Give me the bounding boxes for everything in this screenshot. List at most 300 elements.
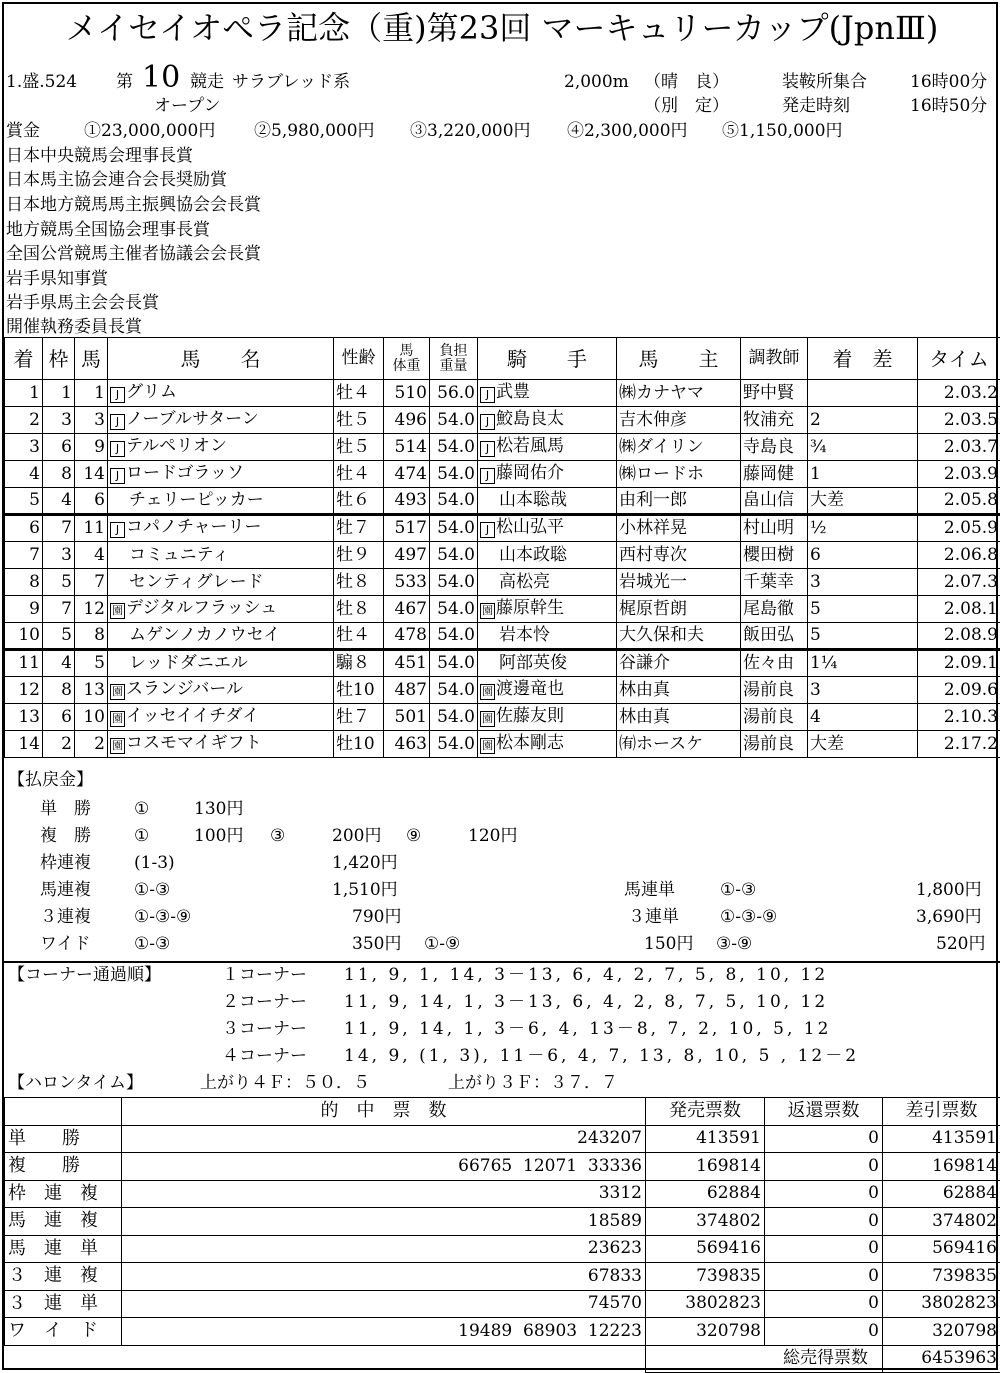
header-weight-1: 馬	[400, 343, 414, 359]
wide-amount-3: 520円	[936, 936, 985, 953]
time-cell: 2.10.3	[918, 704, 1000, 731]
corner-1-order: 11, 9, 1, 14, 3－13, 6, 4, 2, 7, 5, 8, 10, 12	[344, 967, 828, 984]
owner-cell: ㈱ダイリン	[617, 434, 741, 461]
net-votes-cell: 3802823	[883, 1290, 1000, 1318]
votes-header-sold: 発売票数	[646, 1098, 765, 1126]
start-time: 16時50分	[910, 98, 987, 115]
frame-cell: 6	[43, 434, 75, 461]
refund-votes-cell: 0	[765, 1125, 883, 1153]
frame-cell: 8	[43, 461, 75, 488]
trainer-cell: 村山明	[741, 515, 808, 542]
owner-cell: ㈱ロードホ	[617, 461, 741, 488]
trainer-cell: 佐々由	[741, 650, 808, 677]
corner-4-label: ４コーナー	[222, 1048, 307, 1065]
award-4: 地方競馬全国協会理事長賞	[6, 222, 210, 239]
horse-name-cell	[108, 569, 334, 596]
horse-number-cell: 7	[75, 569, 108, 596]
total-spacer-2	[122, 1345, 646, 1373]
umatan-amount: 1,800円	[916, 882, 982, 899]
trainer-cell: 野中賢	[741, 380, 808, 407]
votes-header-hit: 的 中 票 数	[122, 1098, 646, 1126]
jockey-cell	[478, 407, 617, 434]
horse-name: ノーブルサターン	[126, 409, 259, 429]
horse-name-cell	[108, 704, 334, 731]
results-body	[5, 380, 1000, 758]
affiliation-mark-icon: J	[110, 414, 125, 430]
horse-name-cell	[108, 488, 334, 515]
horse-name-cell	[108, 623, 334, 650]
header-weight	[384, 338, 430, 380]
header-time: タイム	[918, 338, 1000, 380]
race-code: 1.盛.524	[6, 74, 77, 91]
jockey-mark-icon: 園	[480, 738, 495, 754]
header-sexage: 性齢	[334, 338, 384, 380]
frame-cell: 3	[43, 542, 75, 569]
jockey-mark-icon: 園	[480, 684, 495, 700]
trainer-cell: 湯前良	[741, 677, 808, 704]
jockey-cell	[478, 542, 617, 569]
divider	[4, 961, 1000, 963]
refund-votes-cell: 0	[765, 1263, 883, 1291]
fukusho-amount-1: 100円	[194, 828, 243, 845]
votes-header-net: 差引票数	[883, 1098, 1000, 1126]
refund-votes-cell: 0	[765, 1180, 883, 1208]
body-weight-cell: 501	[384, 704, 430, 731]
frame-cell: 7	[43, 596, 75, 623]
frame-cell: 8	[43, 677, 75, 704]
body-weight-cell: 451	[384, 650, 430, 677]
prize-4: ④2,300,000円	[567, 123, 688, 140]
sanrenpuku-amount: 790円	[352, 909, 401, 926]
corner-heading: 【コーナー通過順】	[8, 967, 161, 984]
furlong-last3: 上がり３Ｆ：３７．７	[448, 1075, 618, 1092]
sex-age-cell: 牡５	[334, 434, 384, 461]
owner-cell: 由利一郎	[617, 488, 741, 515]
horse-number-cell: 12	[75, 596, 108, 623]
margin-cell	[808, 380, 918, 407]
sex-age-cell: 騸８	[334, 650, 384, 677]
bet-type-cell: 馬 連 複	[5, 1208, 122, 1236]
sex-age-cell: 牡４	[334, 461, 384, 488]
horse-name-cell	[108, 515, 334, 542]
votes-row	[5, 1125, 1000, 1153]
affiliation-mark-icon: J	[110, 522, 125, 538]
sold-votes-cell: 320798	[646, 1318, 765, 1346]
margin-cell: 大差	[808, 488, 918, 515]
votes-row	[5, 1208, 1000, 1236]
race-class: オープン	[154, 98, 220, 115]
umatan-combo: ①-③	[720, 882, 756, 899]
net-votes-cell: 169814	[883, 1153, 1000, 1181]
umaren-combo: ①-③	[134, 882, 170, 899]
jockey-mark-icon: 園	[480, 711, 495, 727]
burden-cell: 54.0	[430, 596, 478, 623]
umaren-label: 馬連複	[40, 882, 91, 899]
owner-cell: 林由真	[617, 704, 741, 731]
time-cell: 2.09.1	[918, 650, 1000, 677]
horse-number-cell: 8	[75, 623, 108, 650]
jockey-name: 武豊	[496, 382, 530, 402]
affiliation-mark-icon: 園	[110, 603, 125, 619]
result-row	[5, 704, 1000, 731]
sanrentan-combo: ①-③-⑨	[720, 909, 777, 926]
time-cell: 2.08.1	[918, 596, 1000, 623]
burden-cell: 54.0	[430, 569, 478, 596]
time-cell: 2.08.9	[918, 623, 1000, 650]
jockey-cell	[478, 731, 617, 758]
hit-votes-cell: 67833	[122, 1263, 646, 1291]
net-votes-cell: 62884	[883, 1180, 1000, 1208]
body-weight-cell: 463	[384, 731, 430, 758]
header-margin: 着 差	[808, 338, 918, 380]
owner-cell: ㈲ホースケ	[617, 731, 741, 758]
rank-cell: 13	[5, 704, 43, 731]
net-votes-cell: 413591	[883, 1125, 1000, 1153]
owner-cell: 岩城光一	[617, 569, 741, 596]
prize-2: ②5,980,000円	[254, 123, 375, 140]
refund-votes-cell: 0	[765, 1318, 883, 1346]
margin-cell: 5	[808, 596, 918, 623]
sanrenpuku-label: ３連複	[40, 909, 91, 926]
jockey-name: 岩本怜	[499, 625, 550, 645]
award-5: 全国公営競馬主催者協議会会長賞	[6, 246, 261, 263]
hit-votes-cell: 23623	[122, 1235, 646, 1263]
horse-number-cell: 9	[75, 434, 108, 461]
sex-age-cell: 牡10	[334, 677, 384, 704]
fukusho-combo-1: ①	[134, 828, 149, 845]
rank-cell: 12	[5, 677, 43, 704]
horse-name-cell	[108, 542, 334, 569]
fukusho-combo-3: ⑨	[406, 828, 421, 845]
owner-cell: 小林祥晃	[617, 515, 741, 542]
horse-name: コスモマイギフト	[126, 733, 262, 753]
horse-name: レッドダニエル	[129, 653, 248, 673]
horse-number-cell: 4	[75, 542, 108, 569]
horse-name-cell	[108, 461, 334, 488]
rank-cell: 5	[5, 488, 43, 515]
trainer-cell: 尾島徹	[741, 596, 808, 623]
payout-heading: 【払戻金】	[8, 772, 93, 789]
race-distance: 2,000m	[564, 74, 629, 91]
horse-number-cell: 14	[75, 461, 108, 488]
result-row	[5, 623, 1000, 650]
jockey-mark-icon: J	[480, 414, 495, 430]
hit-votes-cell: 74570	[122, 1290, 646, 1318]
sold-votes-cell: 3802823	[646, 1290, 765, 1318]
time-cell: 2.07.3	[918, 569, 1000, 596]
time-cell: 2.03.2	[918, 380, 1000, 407]
affiliation-mark-icon: J	[110, 468, 125, 484]
header-num: 馬	[75, 338, 108, 380]
jockey-mark-icon: J	[480, 522, 495, 538]
bet-type-cell: 複 勝	[5, 1153, 122, 1181]
result-row	[5, 677, 1000, 704]
horse-name-cell	[108, 596, 334, 623]
hit-votes-cell: 18589	[122, 1208, 646, 1236]
horse-name: グリム	[126, 382, 177, 402]
race-weather: （晴 良）	[644, 74, 729, 91]
owner-cell: 吉木伸彦	[617, 407, 741, 434]
burden-cell: 54.0	[430, 731, 478, 758]
race-dai: 第	[116, 74, 133, 91]
margin-cell: 3	[808, 677, 918, 704]
votes-header-type	[5, 1098, 122, 1126]
sanrenpuku-combo: ①-③-⑨	[134, 909, 191, 926]
sold-votes-cell: 62884	[646, 1180, 765, 1208]
trainer-cell: 牧浦充	[741, 407, 808, 434]
sex-age-cell: 牡５	[334, 407, 384, 434]
prize-3: ③3,220,000円	[410, 123, 531, 140]
jockey-name: 佐藤友則	[496, 706, 564, 726]
frame-cell: 2	[43, 731, 75, 758]
jockey-cell	[478, 596, 617, 623]
jockey-name: 松本剛志	[496, 733, 564, 753]
award-2: 日本馬主協会連合会長奨励賞	[6, 172, 227, 189]
fukusho-label: 複 勝	[40, 828, 91, 845]
owner-cell: 西村専次	[617, 542, 741, 569]
start-label: 発走時刻	[782, 98, 850, 115]
hit-votes-cell: 243207	[122, 1125, 646, 1153]
rank-cell: 3	[5, 434, 43, 461]
refund-votes-cell: 0	[765, 1290, 883, 1318]
body-weight-cell: 510	[384, 380, 430, 407]
horse-name: ロードゴラッソ	[126, 463, 244, 483]
jockey-mark-icon: J	[480, 468, 495, 484]
jockey-cell	[478, 623, 617, 650]
trainer-cell: 寺島良	[741, 434, 808, 461]
result-row	[5, 461, 1000, 488]
net-votes-cell: 739835	[883, 1263, 1000, 1291]
jockey-cell	[478, 461, 617, 488]
trainer-cell: 湯前良	[741, 731, 808, 758]
jockey-name: 藤原幹生	[496, 598, 564, 618]
corner-1-label: １コーナー	[222, 967, 307, 984]
horse-name: チェリーピッカー	[129, 490, 264, 510]
race-result-sheet	[2, 2, 998, 1370]
result-row	[5, 488, 1000, 515]
prize-5: ⑤1,150,000円	[722, 123, 843, 140]
votes-header-row	[5, 1098, 1000, 1126]
jockey-name: 松若風馬	[496, 436, 564, 456]
header-owner: 馬 主	[617, 338, 741, 380]
jockey-name: 鮫島良太	[496, 409, 564, 429]
time-cell: 2.06.8	[918, 542, 1000, 569]
corner-2-order: 11, 9, 14, 1, 3－13, 6, 4, 2, 8, 7, 5, 10, 12	[344, 994, 828, 1011]
owner-cell: 梶原哲朗	[617, 596, 741, 623]
frame-cell: 1	[43, 380, 75, 407]
rank-cell: 11	[5, 650, 43, 677]
sex-age-cell: 牡７	[334, 515, 384, 542]
result-row	[5, 731, 1000, 758]
result-row	[5, 407, 1000, 434]
sold-votes-cell: 739835	[646, 1263, 765, 1291]
total-value: 6453963	[883, 1345, 1000, 1373]
total-label: 総売得票数	[646, 1345, 883, 1373]
sanrentan-label: ３連単	[628, 909, 679, 926]
affiliation-mark-icon: 園	[110, 711, 125, 727]
burden-cell: 54.0	[430, 623, 478, 650]
sex-age-cell: 牡９	[334, 542, 384, 569]
net-votes-cell: 569416	[883, 1235, 1000, 1263]
jockey-mark-icon: 園	[480, 603, 495, 619]
horse-name-cell	[108, 731, 334, 758]
jockey-cell	[478, 704, 617, 731]
horse-name: センティグレード	[129, 572, 264, 592]
jockey-mark-icon: J	[480, 387, 495, 403]
body-weight-cell: 493	[384, 488, 430, 515]
burden-cell: 54.0	[430, 542, 478, 569]
wakuren-amount: 1,420円	[332, 855, 398, 872]
wide-combo-2: ①-⑨	[424, 936, 460, 953]
body-weight-cell: 496	[384, 407, 430, 434]
horse-number-cell: 10	[75, 704, 108, 731]
horse-name: ムゲンノカノウセイ	[129, 625, 280, 645]
sex-age-cell: 牡８	[334, 569, 384, 596]
margin-cell: 1¼	[808, 650, 918, 677]
time-cell: 2.17.2	[918, 731, 1000, 758]
horse-name-cell	[108, 380, 334, 407]
jockey-name: 山本聡哉	[499, 490, 567, 510]
affiliation-mark-icon: J	[110, 441, 125, 457]
owner-cell: 大久保和夫	[617, 623, 741, 650]
tansho-combo: ①	[134, 801, 149, 818]
tansho-label: 単 勝	[40, 801, 91, 818]
margin-cell: ¾	[808, 434, 918, 461]
burden-cell: 54.0	[430, 488, 478, 515]
corner-3-order: 11, 9, 14, 1, 3－6, 4, 13－8, 7, 2, 10, 5, 12	[344, 1021, 831, 1038]
time-cell: 2.05.8	[918, 488, 1000, 515]
result-row	[5, 596, 1000, 623]
margin-cell: 1	[808, 461, 918, 488]
body-weight-cell: 517	[384, 515, 430, 542]
trainer-cell: 畠山信	[741, 488, 808, 515]
votes-row	[5, 1180, 1000, 1208]
sex-age-cell: 牡10	[334, 731, 384, 758]
sex-age-cell: 牡８	[334, 596, 384, 623]
body-weight-cell: 467	[384, 596, 430, 623]
result-row	[5, 650, 1000, 677]
horse-name: コミュニティ	[129, 545, 229, 565]
hit-votes-cell: 19489 68903 12223	[122, 1318, 646, 1346]
horse-name-cell	[108, 650, 334, 677]
net-votes-cell: 374802	[883, 1208, 1000, 1236]
trainer-cell: 千葉幸	[741, 569, 808, 596]
total-spacer	[5, 1345, 122, 1373]
race-kyoso: 競走	[190, 74, 224, 91]
horse-number-cell: 5	[75, 650, 108, 677]
margin-cell: ½	[808, 515, 918, 542]
body-weight-cell: 478	[384, 623, 430, 650]
wide-label: ワイド	[40, 936, 91, 953]
body-weight-cell: 497	[384, 542, 430, 569]
rank-cell: 4	[5, 461, 43, 488]
frame-cell: 5	[43, 623, 75, 650]
horse-name: スランジバール	[126, 679, 243, 699]
horse-number-cell: 3	[75, 407, 108, 434]
owner-cell: ㈱カナヤマ	[617, 380, 741, 407]
horse-name-cell	[108, 407, 334, 434]
margin-cell: 大差	[808, 731, 918, 758]
trainer-cell: 藤岡健	[741, 461, 808, 488]
time-cell: 2.05.9	[918, 515, 1000, 542]
prize-1: ①23,000,000円	[84, 123, 215, 140]
furlong-last4: 上がり４Ｆ：５０．５	[200, 1075, 370, 1092]
furlong-heading: 【ハロンタイム】	[8, 1075, 143, 1092]
jockey-cell	[478, 677, 617, 704]
margin-cell: 6	[808, 542, 918, 569]
assembly-label: 装鞍所集合	[782, 74, 867, 91]
frame-cell: 4	[43, 650, 75, 677]
votes-header-refund: 返還票数	[765, 1098, 883, 1126]
body-weight-cell: 487	[384, 677, 430, 704]
sex-age-cell: 牡６	[334, 488, 384, 515]
race-number: 10	[142, 63, 180, 93]
tansho-amount: 130円	[194, 801, 243, 818]
result-row	[5, 380, 1000, 407]
hit-votes-cell: 3312	[122, 1180, 646, 1208]
bet-type-cell: 単 勝	[5, 1125, 122, 1153]
fukusho-amount-2: 200円	[332, 828, 381, 845]
refund-votes-cell: 0	[765, 1208, 883, 1236]
jockey-name: 渡邊竜也	[496, 679, 564, 699]
votes-row	[5, 1153, 1000, 1181]
horse-number-cell: 1	[75, 380, 108, 407]
burden-cell: 54.0	[430, 704, 478, 731]
jockey-cell	[478, 434, 617, 461]
award-6: 岩手県知事賞	[6, 271, 108, 288]
margin-cell: 5	[808, 623, 918, 650]
sold-votes-cell: 413591	[646, 1125, 765, 1153]
sold-votes-cell: 374802	[646, 1208, 765, 1236]
jockey-name: 山本政聡	[499, 545, 567, 565]
frame-cell: 3	[43, 407, 75, 434]
margin-cell: 4	[808, 704, 918, 731]
race-title: メイセイオペラ記念（重)第23回 マーキュリーカップ(JpnⅢ)	[4, 12, 1000, 44]
horse-name: コパノチャーリー	[126, 517, 262, 537]
frame-cell: 5	[43, 569, 75, 596]
jockey-cell	[478, 569, 617, 596]
trainer-cell: 櫻田樹	[741, 542, 808, 569]
horse-number-cell: 13	[75, 677, 108, 704]
corner-3-label: ３コーナー	[222, 1021, 307, 1038]
body-weight-cell: 514	[384, 434, 430, 461]
award-7: 岩手県馬主会会長賞	[6, 295, 159, 312]
result-row	[5, 569, 1000, 596]
votes-row	[5, 1235, 1000, 1263]
trainer-cell: 飯田弘	[741, 623, 808, 650]
rank-cell: 7	[5, 542, 43, 569]
burden-cell: 54.0	[430, 515, 478, 542]
award-8: 開催執務委員長賞	[6, 319, 142, 336]
results-header-row	[5, 338, 1000, 380]
votes-body	[5, 1125, 1000, 1345]
wide-amount-1: 350円	[352, 936, 401, 953]
wide-amount-2: 150円	[644, 936, 693, 953]
assembly-time: 16時00分	[910, 74, 987, 91]
sold-votes-cell: 569416	[646, 1235, 765, 1263]
margin-cell: 2	[808, 407, 918, 434]
time-cell: 2.03.5	[918, 407, 1000, 434]
wakuren-combo: (1-3)	[134, 855, 175, 872]
votes-table	[4, 1097, 1000, 1373]
votes-row	[5, 1290, 1000, 1318]
rank-cell: 2	[5, 407, 43, 434]
header-burden-2: 重量	[440, 358, 468, 374]
votes-total-row	[5, 1345, 1000, 1373]
sold-votes-cell: 169814	[646, 1153, 765, 1181]
horse-name: テルペリオン	[126, 436, 227, 456]
bet-type-cell: 枠 連 複	[5, 1180, 122, 1208]
